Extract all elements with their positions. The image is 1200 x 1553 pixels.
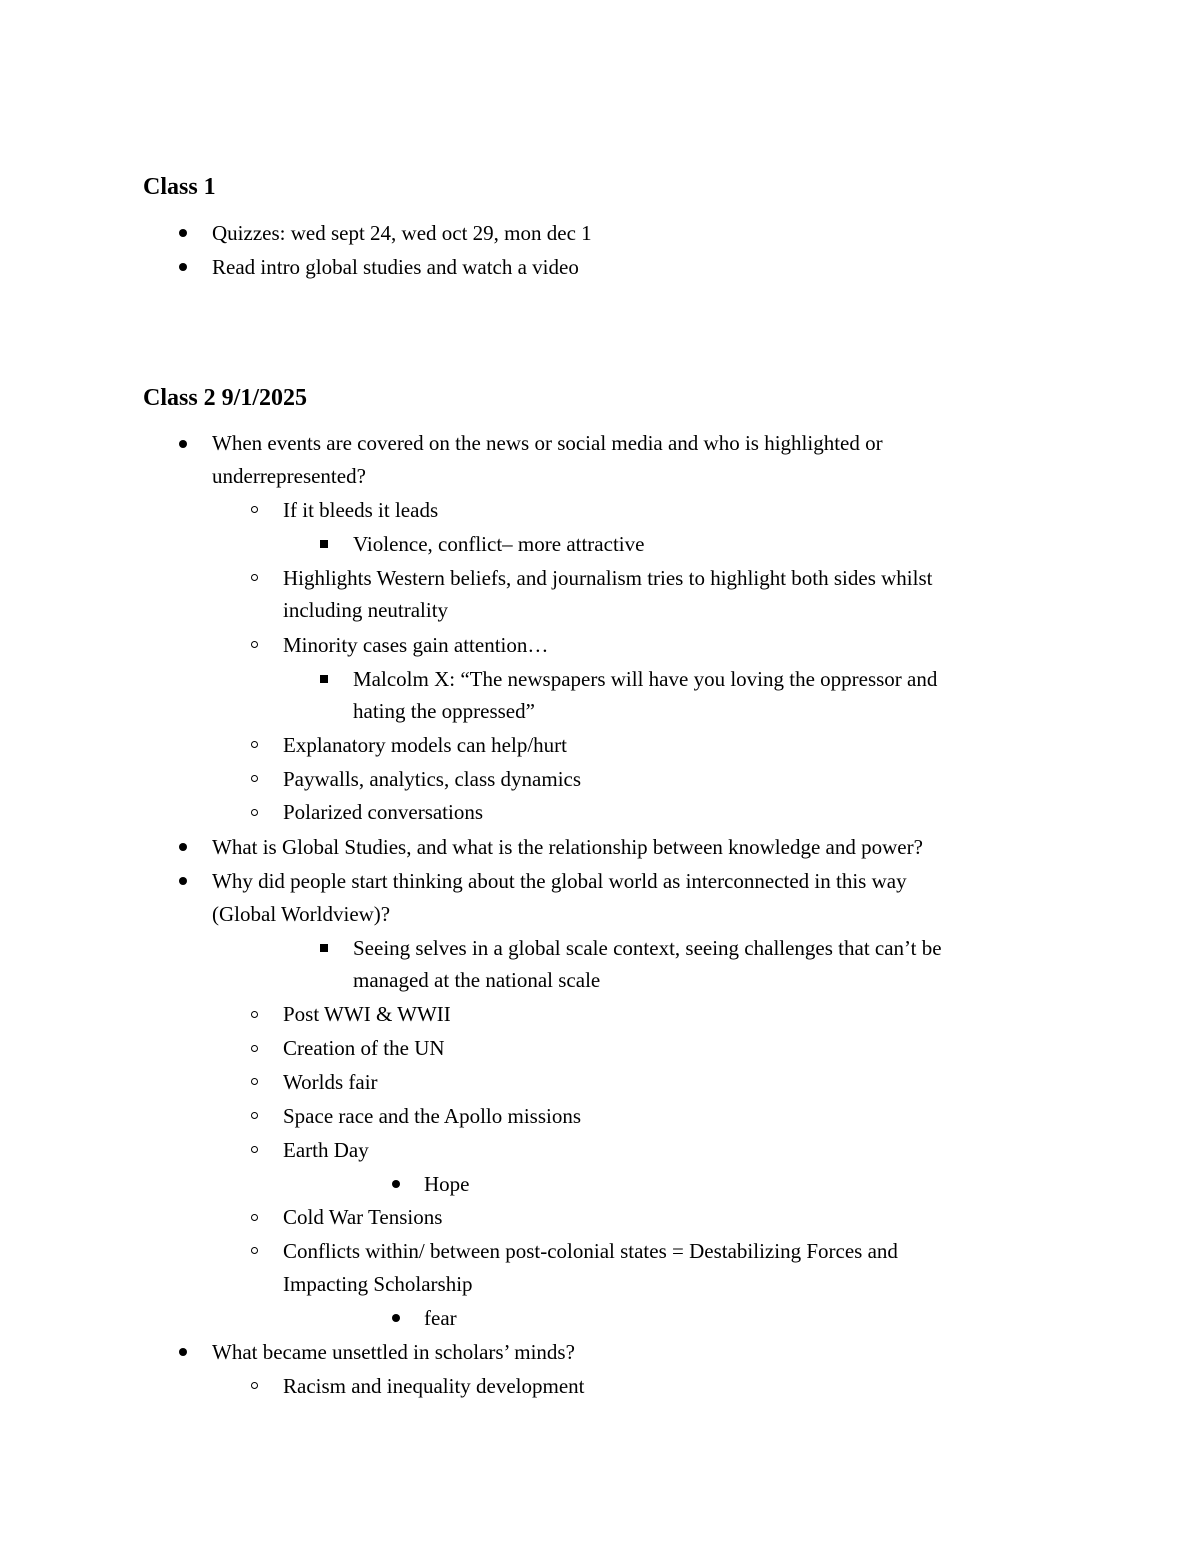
list-item-continuation: including neutrality bbox=[283, 598, 449, 622]
list-item: Space race and the Apollo missions bbox=[283, 1104, 582, 1128]
list-item: Read intro global studies and watch a video bbox=[212, 255, 579, 279]
list-item: If it bleeds it leads bbox=[283, 498, 439, 522]
list-item: fear bbox=[424, 1306, 457, 1330]
bullet-circle-icon bbox=[251, 775, 258, 782]
list-item-continuation: hating the oppressed” bbox=[353, 699, 535, 723]
bullet-circle-icon bbox=[251, 1382, 258, 1389]
list-item: Racism and inequality development bbox=[283, 1374, 585, 1398]
list-item: Explanatory models can help/hurt bbox=[283, 733, 568, 757]
bullet-disc-icon bbox=[179, 263, 187, 271]
list-item: Worlds fair bbox=[283, 1070, 378, 1094]
list-item: Creation of the UN bbox=[283, 1036, 445, 1060]
bullet-disc-icon bbox=[392, 1180, 400, 1188]
bullet-disc-icon bbox=[179, 229, 187, 237]
section-heading-class-1: Class 1 bbox=[143, 174, 216, 200]
bullet-disc-icon bbox=[179, 877, 187, 885]
bullet-circle-icon bbox=[251, 741, 258, 748]
list-item: Cold War Tensions bbox=[283, 1205, 443, 1229]
list-item: When events are covered on the news or social media and who is highlighted or bbox=[212, 431, 883, 455]
list-item-continuation: underrepresented? bbox=[212, 464, 366, 488]
bullet-circle-icon bbox=[251, 506, 258, 513]
bullet-circle-icon bbox=[251, 1112, 258, 1119]
list-item: What became unsettled in scholars’ minds? bbox=[212, 1340, 575, 1364]
list-item: Polarized conversations bbox=[283, 800, 484, 824]
list-item: Highlights Western beliefs, and journalism tries to highlight both sides whilst bbox=[283, 566, 933, 590]
bullet-square-icon bbox=[320, 540, 328, 548]
list-item: Paywalls, analytics, class dynamics bbox=[283, 767, 582, 791]
bullet-disc-icon bbox=[392, 1314, 400, 1322]
list-item: Violence, conflict– more attractive bbox=[353, 532, 645, 556]
list-item: Why did people start thinking about the global world as interconnected in this way bbox=[212, 869, 907, 893]
list-item: Quizzes: wed sept 24, wed oct 29, mon dec 1 bbox=[212, 221, 592, 245]
bullet-circle-icon bbox=[251, 1045, 258, 1052]
bullet-circle-icon bbox=[251, 1011, 258, 1018]
bullet-disc-icon bbox=[179, 843, 187, 851]
list-item: Seeing selves in a global scale context, seeing challenges that can’t be bbox=[353, 936, 942, 960]
bullet-circle-icon bbox=[251, 809, 258, 816]
bullet-disc-icon bbox=[179, 440, 187, 448]
section-heading-class-2: Class 2 9/1/2025 bbox=[143, 385, 308, 411]
list-item: Hope bbox=[424, 1172, 470, 1196]
bullet-square-icon bbox=[320, 944, 328, 952]
bullet-disc-icon bbox=[179, 1348, 187, 1356]
list-item: Malcolm X: “The newspapers will have you loving the oppressor and bbox=[353, 667, 938, 691]
bullet-circle-icon bbox=[251, 1214, 258, 1221]
bullet-circle-icon bbox=[251, 1247, 258, 1254]
bullet-circle-icon bbox=[251, 1146, 258, 1153]
list-item: Minority cases gain attention… bbox=[283, 633, 549, 657]
bullet-circle-icon bbox=[251, 1078, 258, 1085]
list-item: Conflicts within/ between post-colonial states = Destabilizing Forces and bbox=[283, 1239, 898, 1263]
list-item: What is Global Studies, and what is the relationship between knowledge and power? bbox=[212, 835, 923, 859]
list-item-continuation: (Global Worldview)? bbox=[212, 902, 391, 926]
bullet-circle-icon bbox=[251, 641, 258, 648]
bullet-circle-icon bbox=[251, 574, 258, 581]
list-item: Post WWI & WWII bbox=[283, 1002, 451, 1026]
list-item-continuation: managed at the national scale bbox=[353, 968, 601, 992]
bullet-square-icon bbox=[320, 675, 328, 683]
list-item-continuation: Impacting Scholarship bbox=[283, 1272, 473, 1296]
list-item: Earth Day bbox=[283, 1138, 369, 1162]
